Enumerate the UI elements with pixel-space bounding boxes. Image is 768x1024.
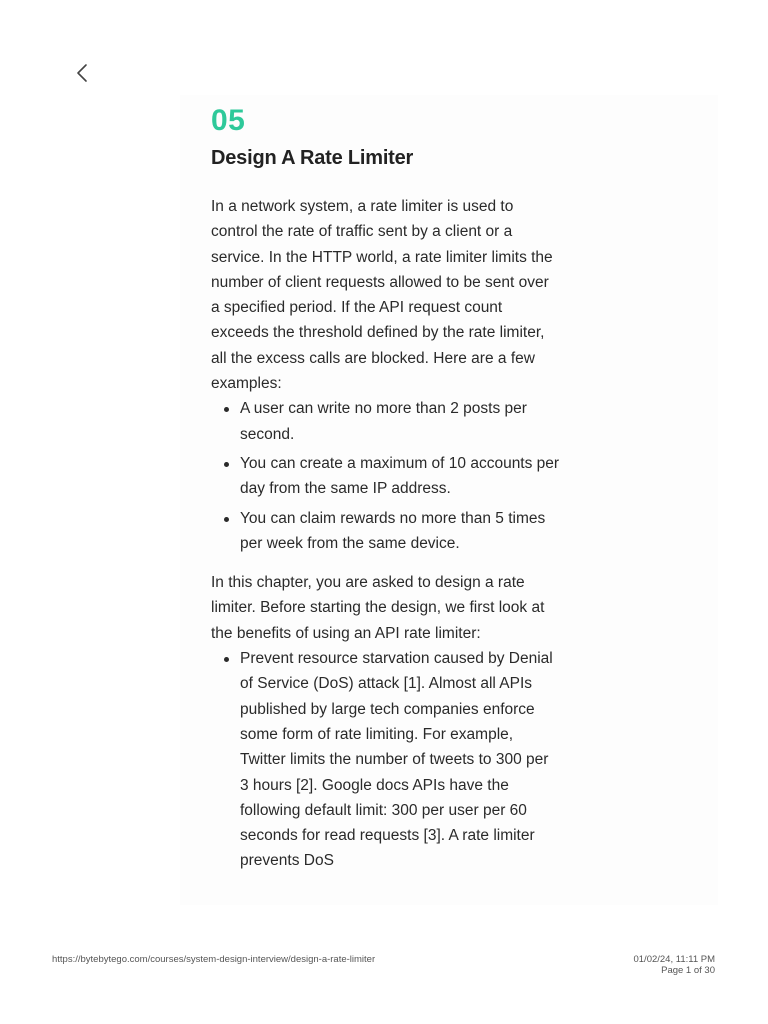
footer-page-number: Page 1 of 30 bbox=[661, 965, 715, 976]
chapter-number: 05 bbox=[211, 104, 246, 137]
footer-meta bbox=[633, 954, 715, 976]
list-item: You can claim rewards no more than 5 times per week from the same device. bbox=[240, 506, 561, 557]
intro-paragraph: In a network system, a rate limiter is used to control the rate of traffic sent by a client or a service. In the HTTP world, a rate limiter limits the number of client requests allowed to be sent over a specified period. If the API request count exceeds the threshold defined by the rate limiter, all the excess calls are blocked. Here are a few examples: bbox=[211, 198, 553, 393]
examples-list bbox=[211, 396, 561, 556]
chevron-left-icon bbox=[75, 62, 89, 84]
chapter-title: Design A Rate Limiter bbox=[211, 147, 414, 169]
chapter-paragraph: In this chapter, you are asked to design a rate limiter. Before starting the design, we first look at the benefits of using an API rate limiter: bbox=[211, 574, 545, 642]
article bbox=[211, 104, 561, 874]
list-item: You can create a maximum of 10 accounts per day from the same IP address. bbox=[240, 451, 561, 502]
footer-datetime: 01/02/24, 11:11 PM bbox=[633, 954, 715, 965]
list-item: Prevent resource starvation caused by Denial of Service (DoS) attack [1]. Almost all APIs published by large tech companies enforce some form of rate limiting. For example, Twitter limits the number of tweets to 300 per 3 hours [2]. Google docs APIs have the following default limit: 300 per user per 60 seconds for read requests [3]. A rate limiter prevents DoS bbox=[240, 646, 561, 874]
list-item: A user can write no more than 2 posts per second. bbox=[240, 396, 561, 447]
benefits-list bbox=[211, 646, 561, 874]
back-button[interactable] bbox=[70, 60, 94, 86]
footer-url: https://bytebytego.com/courses/system-design-interview/design-a-rate-limiter bbox=[52, 954, 376, 965]
